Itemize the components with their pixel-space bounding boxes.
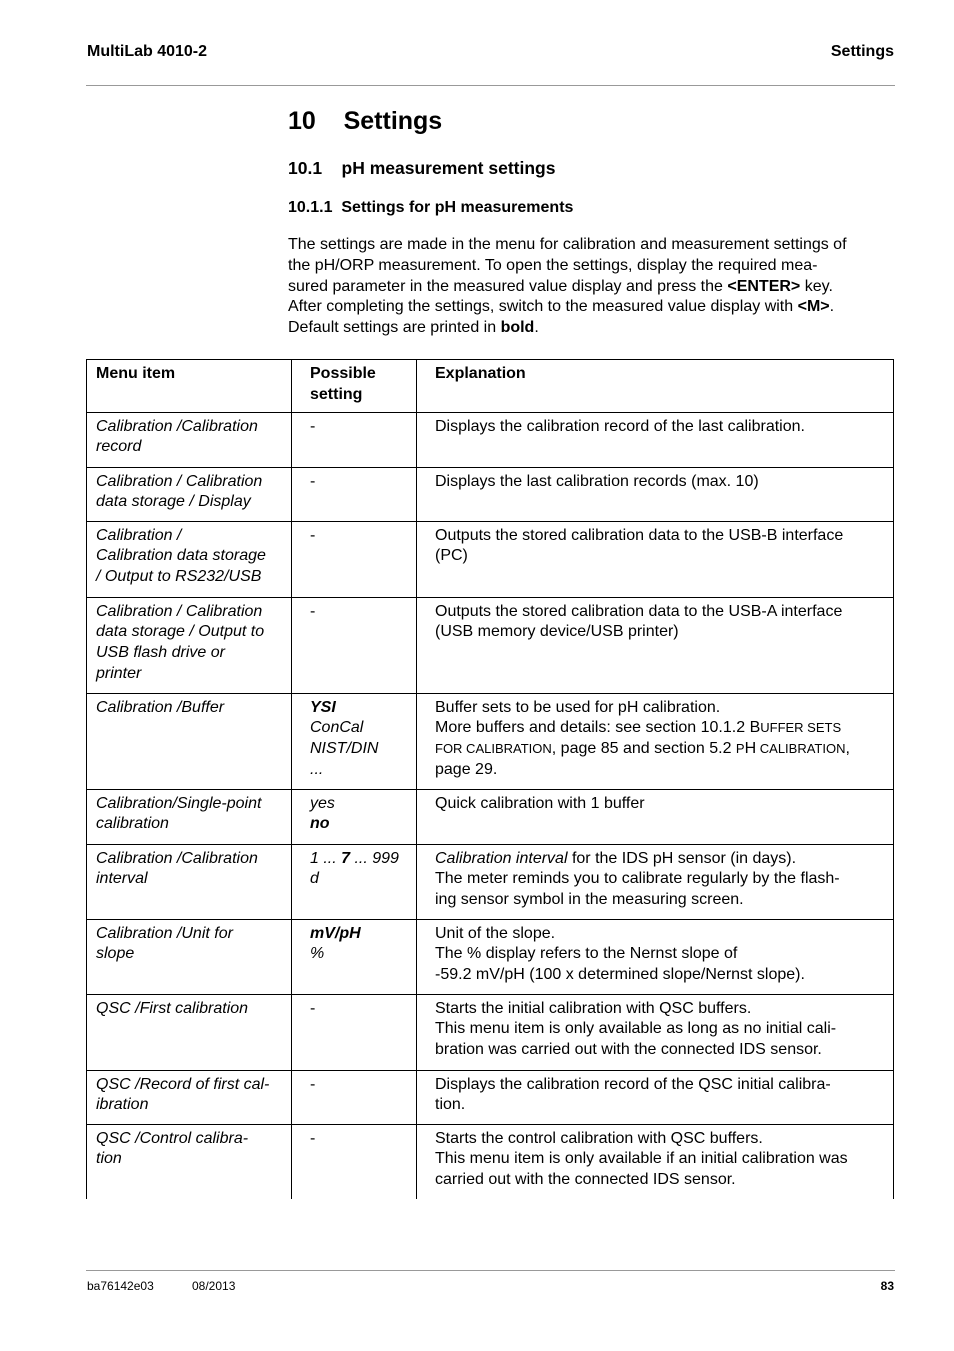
menu-item-cell: QSC /First calibration xyxy=(87,994,292,1070)
footer-document-id: ba76142e03 xyxy=(87,1279,154,1293)
running-header-product: MultiLab 4010-2 xyxy=(87,43,208,60)
setting-cell: yes no xyxy=(292,789,417,844)
explanation-cell: Unit of the slope. The % display refers to the Nernst slope of -59.2 mV/pH (100 x determined slope/Nernst slope). xyxy=(417,919,894,994)
intro-line: the pH/ORP measurement. To open the settings, display the required mea- xyxy=(288,256,818,274)
table-header-row xyxy=(87,360,894,413)
setting-cell: YSI ConCal NIST/DIN ... xyxy=(292,693,417,789)
menu-item-cell: Calibration /Buffer xyxy=(87,693,292,789)
table-row xyxy=(87,919,894,994)
table-row xyxy=(87,994,894,1070)
setting-cell: - xyxy=(292,467,417,521)
chapter-title: 10 Settings xyxy=(288,107,443,135)
table-row xyxy=(87,1070,894,1124)
menu-item-cell: QSC /Control calibra- tion xyxy=(87,1124,292,1199)
table-row xyxy=(87,789,894,844)
setting-cell: - xyxy=(292,597,417,693)
menu-item-cell: Calibration /Calibration interval xyxy=(87,844,292,919)
setting-cell: - xyxy=(292,412,417,467)
m-key: <M> xyxy=(797,298,830,316)
table-row xyxy=(87,1124,894,1199)
footer-date: 08/2013 xyxy=(192,1279,236,1293)
setting-cell: - xyxy=(292,521,417,597)
intro-line: After completing the settings, switch to the measured value display with <M>. xyxy=(288,298,835,316)
table-row xyxy=(87,597,894,693)
menu-item-cell: Calibration / Calibration data storage / Display xyxy=(87,467,292,521)
header-explanation: Explanation xyxy=(417,360,894,413)
table-row xyxy=(87,844,894,919)
page-number: 83 xyxy=(880,1279,894,1293)
menu-item-cell: QSC /Record of first cal- ibration xyxy=(87,1070,292,1124)
explanation-cell: Calibration interval for the IDS pH sensor (in days). The meter reminds you to calibrate regularly by the flash- ing sensor symbol in the measuring screen. xyxy=(417,844,894,919)
footer-divider xyxy=(86,1270,895,1271)
explanation-cell: Displays the calibration record of the last calibration. xyxy=(417,412,894,467)
section-title: 10.1 pH measurement settings xyxy=(288,158,556,178)
intro-line: sured parameter in the measured value display and press the <ENTER> key. xyxy=(288,277,833,295)
explanation-cell: Outputs the stored calibration data to the USB-B interface (PC) xyxy=(417,521,894,597)
menu-item-cell: Calibration / Calibration data storage / Output to USB flash drive or printer xyxy=(87,597,292,693)
intro-paragraph xyxy=(288,235,894,339)
subsection-title: 10.1.1 Settings for pH measurements xyxy=(288,199,574,216)
header-divider xyxy=(86,85,895,86)
explanation-cell: Quick calibration with 1 buffer xyxy=(417,789,894,844)
explanation-cell: Starts the initial calibration with QSC buffers. This menu item is only available as long as no initial cali- bration was carried out with the connected IDS sensor. xyxy=(417,994,894,1070)
setting-cell: 1 ... 7 ... 999 d xyxy=(292,844,417,919)
menu-item-cell: Calibration /Unit for slope xyxy=(87,919,292,994)
table-row xyxy=(87,467,894,521)
setting-cell: - xyxy=(292,1124,417,1199)
explanation-cell: Buffer sets to be used for pH calibration. More buffers and details: see section 10.1.2 BUFFER SETS FOR CALIBRATION, page 85 and section 5.2 PH CALIBRATION, page 29. xyxy=(417,693,894,789)
explanation-cell: Starts the control calibration with QSC buffers. This menu item is only available if an initial calibration was carried out with the connected IDS sensor. xyxy=(417,1124,894,1199)
menu-item-cell: Calibration / Calibration data storage / Output to RS232/USB xyxy=(87,521,292,597)
intro-line: Default settings are printed in bold. xyxy=(288,319,539,337)
explanation-cell: Displays the calibration record of the QSC initial calibra- tion. xyxy=(417,1070,894,1124)
running-header-section: Settings xyxy=(830,43,894,60)
table-row xyxy=(87,412,894,467)
explanation-cell: Displays the last calibration records (max. 10) xyxy=(417,467,894,521)
intro-line: The settings are made in the menu for calibration and measurement settings of xyxy=(288,236,847,253)
menu-item-cell: Calibration /Calibration record xyxy=(87,412,292,467)
header-possible-setting: Possible setting xyxy=(292,360,417,413)
table-row xyxy=(87,693,894,789)
enter-key: <ENTER> xyxy=(727,277,801,295)
explanation-cell: Outputs the stored calibration data to the USB-A interface (USB memory device/USB printer) xyxy=(417,597,894,693)
setting-cell: - xyxy=(292,1070,417,1124)
table-row xyxy=(87,521,894,597)
header-menu-item: Menu item xyxy=(87,360,292,413)
setting-cell: - xyxy=(292,994,417,1070)
setting-cell: mV/pH % xyxy=(292,919,417,994)
menu-item-cell: Calibration/Single-point calibration xyxy=(87,789,292,844)
settings-table xyxy=(86,359,894,1199)
